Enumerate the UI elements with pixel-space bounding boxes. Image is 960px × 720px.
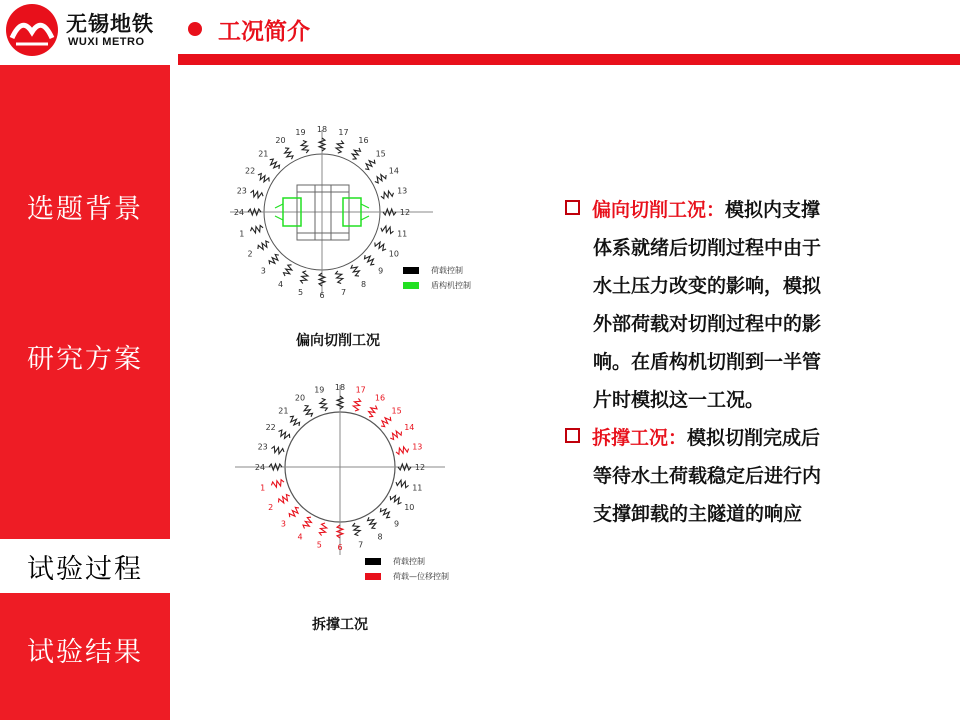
spring-number: 6 [319, 291, 325, 300]
spring-number: 22 [245, 166, 256, 176]
spring-number: 17 [338, 127, 349, 137]
spring-mark [365, 160, 375, 170]
spring-number: 10 [404, 503, 415, 512]
spring-mark [390, 496, 401, 504]
spring-number: 23 [257, 442, 268, 452]
spring-number: 15 [391, 406, 402, 416]
spring-mark [303, 517, 311, 528]
item1-line: 外部荷载对切削过程中的影 [593, 313, 822, 335]
spring-number: 5 [316, 540, 322, 550]
spring-number: 11 [412, 483, 423, 493]
spring-number: 21 [278, 406, 289, 416]
spring-mark [365, 255, 375, 265]
spring-mark [336, 271, 343, 284]
item2-line: 支撑卸载的主隧道的响应 [593, 503, 803, 525]
spring-number: 16 [374, 393, 386, 403]
spring-mark [375, 175, 386, 183]
logo [0, 0, 170, 60]
spring-mark [270, 159, 280, 169]
spring-mark [269, 255, 279, 265]
spring-mark [396, 480, 409, 488]
square-bullet-icon [565, 428, 580, 443]
spring-number: 15 [375, 149, 386, 159]
spring-number: 8 [360, 279, 367, 289]
description-block [565, 191, 855, 533]
spring-mark [353, 398, 361, 411]
spring-number: 3 [260, 266, 266, 276]
spring-number: 7 [340, 288, 347, 298]
spring-mark [320, 398, 328, 411]
item1-line: 响。在盾构机切削到一半管 [593, 351, 822, 373]
item2-title: 拆撑工况： [592, 427, 688, 449]
page-title: 工况简介 [218, 19, 310, 45]
spring-number: 16 [358, 136, 369, 146]
spring-mark [380, 508, 390, 518]
spring-mark [301, 271, 309, 284]
spring-mark [251, 226, 264, 233]
spring-number: 5 [297, 288, 304, 298]
spring-mark [336, 141, 344, 154]
spring-mark [319, 523, 327, 536]
item1-title: 偏向切削工况： [592, 199, 726, 221]
spring-mark [251, 191, 264, 199]
spring-number: 24 [254, 463, 266, 472]
spring-number: 2 [247, 249, 253, 259]
spring-mark [381, 191, 394, 198]
spring-number: 11 [397, 229, 408, 239]
spring-mark [381, 226, 394, 234]
spring-number: 10 [388, 249, 399, 259]
strut-removal-diagram [225, 385, 495, 590]
legend-load-displacement-control: 荷载—位移控制 [393, 572, 449, 581]
spring-number: 4 [277, 279, 284, 289]
spring-number: 2 [268, 503, 274, 512]
spring-mark [284, 265, 292, 276]
spring-number: 6 [337, 543, 343, 552]
spring-mark [352, 148, 360, 159]
spring-number: 7 [358, 540, 364, 550]
spring-mark [353, 523, 361, 536]
eccentric-cutting-diagram [225, 125, 495, 305]
logo-name-en: WUXI METRO [68, 36, 145, 48]
diagram1-caption: 偏向切削工况 [296, 333, 380, 349]
spring-number: 12 [399, 208, 411, 217]
metro-logo-icon [2, 2, 64, 60]
spring-number: 8 [377, 532, 383, 542]
legend-load-control: 荷载控制 [431, 266, 463, 275]
spring-mark [258, 241, 269, 249]
spring-mark [369, 406, 377, 417]
spring-mark [290, 416, 300, 426]
spring-number: 24 [233, 208, 245, 217]
legend-load-control: 荷载控制 [393, 557, 425, 566]
spring-mark [396, 447, 409, 455]
spring-mark [375, 242, 386, 250]
spring-number: 13 [397, 186, 408, 196]
legend-shield-control: 盾构机控制 [431, 281, 471, 290]
spring-number: 3 [280, 519, 286, 529]
spring-mark [301, 141, 308, 154]
spring-mark [304, 406, 312, 417]
spring-mark [279, 495, 290, 503]
item1-line: 片时模拟这一工况。 [593, 389, 765, 411]
spring-number: 17 [355, 385, 366, 395]
list-item [565, 191, 855, 229]
spring-number: 18 [316, 125, 328, 134]
spring-number: 19 [314, 385, 325, 395]
item1-line: 水土压力改变的影响，模拟 [593, 275, 822, 297]
spring-mark [271, 480, 284, 488]
spring-mark [271, 446, 284, 454]
spring-number: 18 [334, 383, 346, 392]
spring-mark [351, 265, 359, 276]
item2-line: 等待水土荷载稳定后进行内 [593, 465, 822, 487]
spring-number: 19 [295, 127, 306, 137]
spring-number: 13 [412, 442, 423, 452]
spring-number: 1 [260, 483, 266, 493]
title-bullet-icon [188, 22, 202, 36]
item1-line: 体系就绪后切削过程中由于 [593, 237, 822, 259]
spring-mark [258, 174, 269, 182]
list-item [565, 419, 855, 457]
sidebar-item-background[interactable]: 选题背景 [27, 194, 143, 225]
logo-name-cn: 无锡地铁 [66, 12, 154, 36]
spring-number: 14 [404, 423, 415, 432]
spring-mark [368, 517, 376, 528]
spring-number: 9 [378, 266, 384, 276]
item1-line: 模拟内支撑 [725, 199, 821, 221]
sidebar-item-process[interactable] [0, 539, 170, 593]
spring-number: 22 [265, 423, 276, 432]
spring-number: 9 [394, 519, 400, 529]
spring-mark [390, 431, 401, 439]
sidebar [0, 65, 170, 720]
spring-number: 14 [388, 166, 399, 176]
spring-mark [279, 430, 290, 438]
spring-number: 1 [239, 229, 245, 239]
spring-number: 20 [294, 393, 306, 403]
sidebar-item-results[interactable]: 试验结果 [27, 637, 143, 668]
spring-number: 20 [275, 136, 286, 146]
spring-mark [289, 507, 299, 517]
square-bullet-icon [565, 200, 580, 215]
sidebar-item-plan[interactable]: 研究方案 [27, 344, 143, 375]
spring-mark [285, 148, 293, 159]
sidebar-item-label: 试验过程 [27, 554, 143, 585]
spring-mark [381, 417, 391, 427]
spring-number: 21 [258, 149, 269, 159]
diagram2-caption: 拆撑工况 [312, 617, 368, 633]
item2-line: 模拟切削完成后 [687, 427, 821, 449]
spring-number: 23 [236, 186, 247, 196]
spring-number: 12 [414, 463, 426, 472]
spring-number: 4 [297, 532, 303, 542]
header-bar [178, 54, 960, 65]
